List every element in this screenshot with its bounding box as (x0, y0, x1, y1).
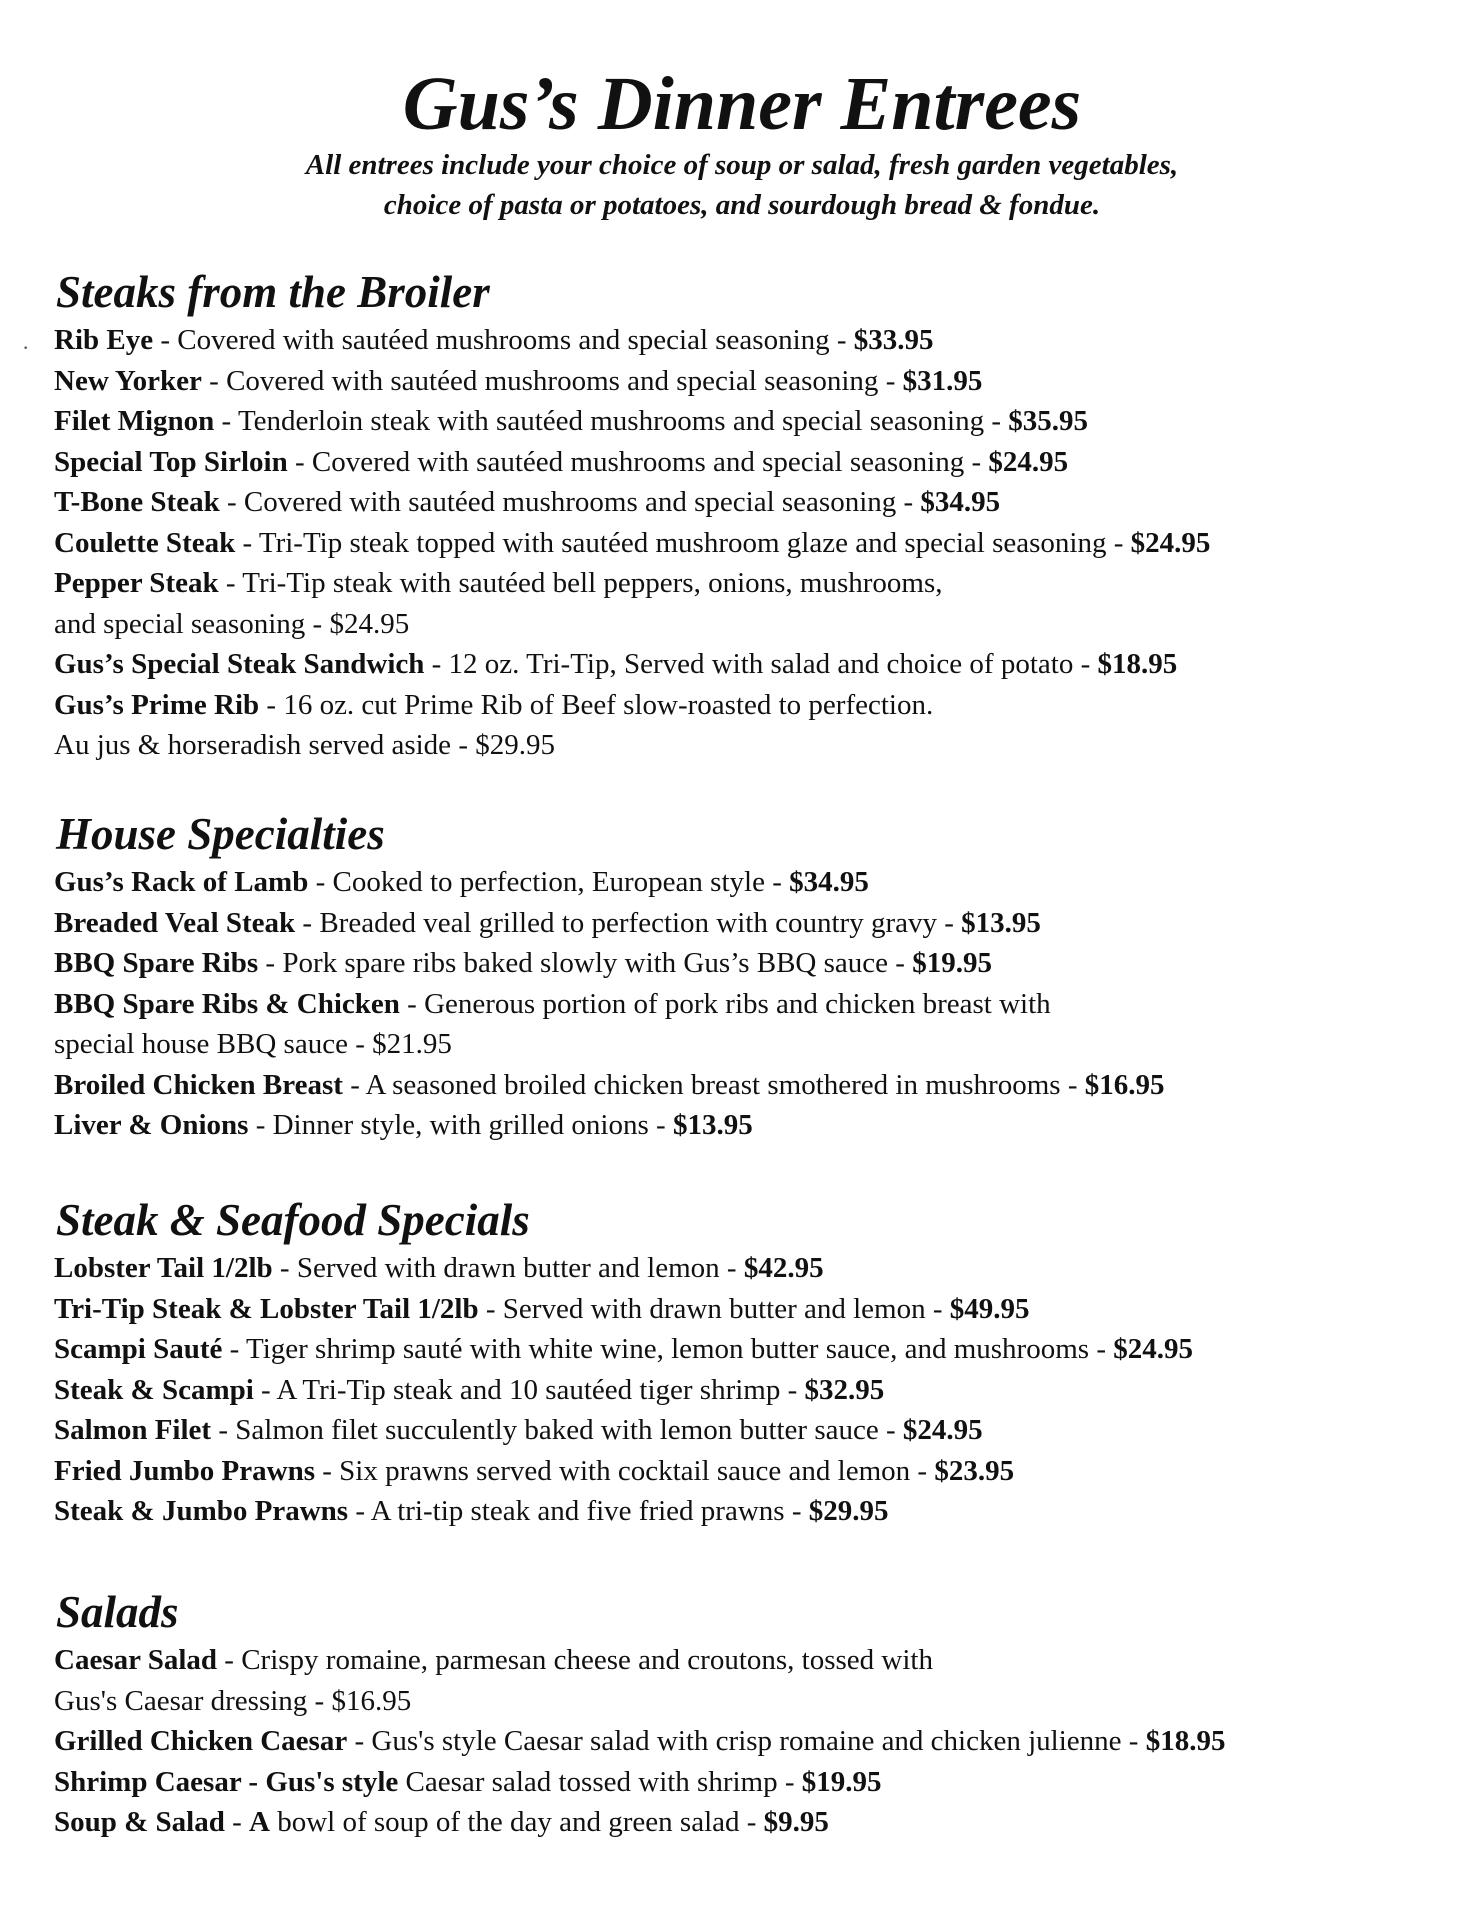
menu-item-continued (54, 604, 1474, 645)
item-desc: Six prawns served with cocktail sauce and lemon (339, 1454, 911, 1487)
menu-item (54, 482, 1474, 523)
item-desc: Cooked to perfection, European style (332, 866, 765, 898)
menu-item (54, 1491, 1474, 1532)
item-name: Scampi Sauté (54, 1333, 223, 1365)
separator: - (936, 906, 962, 939)
separator: - (399, 987, 425, 1020)
menu-item (54, 685, 1474, 726)
item-price: $24.95 (1113, 1333, 1193, 1365)
section-items (54, 320, 1474, 766)
separator: - (648, 1109, 673, 1141)
item-name: Steak & Jumbo Prawns (54, 1495, 349, 1527)
item-price: $29.95 (808, 1495, 889, 1527)
separator: - (888, 947, 913, 979)
menu-item (54, 1451, 1474, 1492)
separator: - (315, 1454, 340, 1487)
item-desc: Served with drawn butter and lemon (296, 1252, 720, 1284)
item-price: $35.95 (1008, 405, 1089, 437)
item-name: T-Bone Steak (54, 486, 220, 518)
item-name: BBQ Spare Ribs & Chicken (54, 987, 400, 1020)
separator: - (307, 1684, 332, 1717)
section-items (54, 1248, 1474, 1532)
item-desc: Dinner style, with grilled onions (272, 1109, 649, 1141)
separator: - (925, 1292, 950, 1325)
section-title: Steaks from the Broiler (56, 267, 490, 317)
separator: - (258, 947, 283, 979)
item-name: Tri-Tip Steak & Lobster Tail 1/2lb (54, 1292, 479, 1325)
item-price: $34.95 (920, 486, 1001, 518)
item-price: $24.95 (902, 1414, 983, 1446)
separator: - (153, 324, 178, 356)
separator: - (348, 1495, 371, 1527)
item-desc: Served with drawn butter and lemon (502, 1292, 926, 1325)
item-price: $49.95 (949, 1292, 1030, 1325)
separator: - (287, 445, 312, 478)
separator: - (217, 1644, 242, 1676)
section-items (54, 862, 1474, 1146)
separator: - (214, 405, 238, 437)
item-name: Salmon Filet (54, 1414, 212, 1446)
menu-item (54, 1370, 1474, 1411)
item-price: $34.95 (789, 866, 869, 898)
item-price: $33.95 (853, 324, 934, 356)
item-desc-continued: Au jus & horseradish served aside (54, 729, 452, 761)
item-price: $24.95 (1130, 526, 1211, 559)
menu-item (54, 1065, 1474, 1106)
item-name: Pepper Steak (54, 567, 219, 599)
item-desc: Pork spare ribs baked slowly with Gus’s BBQ sauce (282, 947, 889, 979)
item-desc: Tiger shrimp sauté with white wine, lemon butter sauce, and mushrooms (246, 1333, 1090, 1365)
separator: - (1073, 648, 1098, 680)
separator: - (764, 866, 790, 898)
separator: - (777, 1765, 802, 1798)
item-desc-continued: Gus's Caesar dressing (54, 1684, 308, 1717)
page-subtitle (0, 145, 1484, 225)
item-name: Rib Eye (54, 324, 154, 356)
separator: - (784, 1495, 809, 1527)
section-title: Steak & Seafood Specials (56, 1195, 530, 1245)
item-price: $21.95 (372, 1028, 452, 1060)
subtitle-line: choice of pasta or potatoes, and sourdough bread & fondue. (383, 189, 1101, 221)
item-desc: 16 oz. cut Prime Rib of Beef slow-roasted to perfection. (283, 688, 934, 721)
separator: - (896, 486, 921, 518)
separator: - (984, 405, 1009, 437)
separator: - (272, 1252, 297, 1284)
menu-item (54, 1410, 1474, 1451)
item-price: $29.95 (475, 729, 555, 761)
menu-item (54, 320, 1474, 361)
item-price: $32.95 (804, 1373, 885, 1406)
item-name: Shrimp Caesar - Gus's style (54, 1765, 399, 1798)
item-desc: bowl of soup of the day and green salad (277, 1806, 740, 1838)
menu-item (54, 442, 1474, 483)
item-name: Steak & Scampi (54, 1373, 254, 1406)
menu-item (54, 862, 1474, 903)
menu-item (54, 361, 1474, 402)
separator: - (1089, 1333, 1114, 1365)
item-desc: Salmon filet succulently baked with lemon butter sauce (235, 1414, 879, 1446)
item-desc: Gus's style Caesar salad with crisp romaine and chicken julienne (371, 1725, 1122, 1757)
item-desc: A Tri-Tip steak and 10 sautéed tiger shrimp (276, 1373, 781, 1406)
menu-item (54, 1329, 1474, 1370)
menu-item (54, 644, 1474, 685)
section-steak-seafood (54, 1192, 1474, 1532)
item-desc: Generous portion of pork ribs and chicken breast with (424, 987, 1051, 1020)
menu-item (54, 984, 1474, 1025)
separator: - (201, 364, 227, 397)
separator: - (235, 526, 259, 559)
separator: - (424, 648, 449, 680)
menu-item-continued (54, 1681, 1474, 1722)
item-desc: Covered with sautéed mushrooms and special seasoning (311, 445, 965, 478)
item-price: $13.95 (961, 906, 1041, 939)
item-price: $16.95 (1084, 1068, 1165, 1101)
item-desc: Tenderloin steak with sautéed mushrooms and special seasoning (237, 405, 985, 437)
menu-item (54, 903, 1474, 944)
separator: - (829, 324, 854, 356)
separator: - (878, 364, 903, 397)
separator: - (719, 1252, 744, 1284)
menu-item (54, 1248, 1474, 1289)
item-price: $16.95 (331, 1684, 412, 1717)
section-house-specialties (54, 806, 1474, 1146)
separator: - (1106, 526, 1131, 559)
item-name: Broiled Chicken Breast (54, 1068, 343, 1101)
item-price: $18.95 (1097, 648, 1178, 680)
section-steaks (54, 264, 1474, 766)
item-name: Fried Jumbo Prawns (54, 1454, 315, 1487)
item-desc-continued: and special seasoning (54, 607, 306, 640)
item-name: Soup & Salad (54, 1806, 225, 1838)
item-desc: 12 oz. Tri-Tip, Served with salad and choice of potato (448, 648, 1074, 680)
item-desc: Caesar salad tossed with shrimp (405, 1765, 778, 1798)
separator: - (878, 1414, 903, 1446)
item-desc: Covered with sautéed mushrooms and special seasoning (226, 364, 879, 397)
separator: - (1121, 1725, 1146, 1757)
separator: - (347, 1028, 373, 1060)
item-desc: Crispy romaine, parmesan cheese and croutons, tossed with (241, 1644, 933, 1676)
item-name: BBQ Spare Ribs (54, 947, 259, 979)
menu-item (54, 563, 1474, 604)
item-name: Coulette Steak (54, 526, 236, 559)
item-price: $19.95 (801, 1765, 882, 1798)
separator: - (224, 1806, 250, 1838)
separator: - (259, 688, 284, 721)
menu-item (54, 1762, 1474, 1803)
item-name: Breaded Veal Steak (54, 906, 296, 939)
item-desc-lead: A (249, 1806, 270, 1838)
scan-mark: · (22, 335, 30, 360)
section-salads (54, 1584, 1474, 1843)
item-desc: Tri-Tip steak with sautéed bell peppers, onions, mushrooms, (242, 567, 943, 599)
menu-item (54, 1289, 1474, 1330)
item-name: Gus’s Prime Rib (54, 688, 260, 721)
item-price: $19.95 (912, 947, 992, 979)
separator: - (219, 486, 244, 518)
item-name: Lobster Tail 1/2lb (54, 1252, 273, 1284)
separator: - (347, 1725, 372, 1757)
separator: - (248, 1109, 273, 1141)
menu-item-continued (54, 725, 1474, 766)
page-title: Gus’s Dinner Entrees (402, 62, 1082, 146)
separator: - (964, 445, 989, 478)
separator: - (1060, 1068, 1085, 1101)
section-items (54, 1640, 1474, 1843)
item-price: $13.95 (672, 1109, 753, 1141)
item-name: Filet Mignon (54, 405, 215, 437)
separator: - (910, 1454, 935, 1487)
separator: - (478, 1292, 503, 1325)
menu-item (54, 1802, 1474, 1843)
menu-item (54, 1721, 1474, 1762)
item-price: $23.95 (934, 1454, 1015, 1487)
item-desc: A tri-tip steak and five fried prawns (370, 1495, 785, 1527)
separator: - (305, 607, 330, 640)
item-desc: Covered with sautéed mushrooms and special seasoning (243, 486, 897, 518)
menu-item (54, 523, 1474, 564)
item-desc: Covered with sautéed mushrooms and special seasoning (177, 324, 830, 356)
item-name: Caesar Salad (54, 1644, 218, 1676)
item-name: Gus’s Rack of Lamb (54, 866, 309, 898)
item-desc-continued: special house BBQ sauce (54, 1028, 348, 1060)
item-name: New Yorker (54, 364, 202, 397)
item-price: $42.95 (743, 1252, 824, 1284)
section-title: House Specialties (56, 809, 385, 859)
item-name: Gus’s Special Steak Sandwich (54, 648, 425, 680)
section-title: Salads (56, 1587, 179, 1637)
item-desc: Tri-Tip steak topped with sautéed mushroom glaze and special seasoning (258, 526, 1107, 559)
item-price: $18.95 (1145, 1725, 1226, 1757)
separator: - (218, 567, 243, 599)
separator: - (253, 1373, 277, 1406)
separator: - (342, 1068, 366, 1101)
item-price: $9.95 (763, 1806, 829, 1838)
menu-item (54, 943, 1474, 984)
separator: - (295, 906, 320, 939)
item-name: Grilled Chicken Caesar (54, 1725, 348, 1757)
separator: - (739, 1806, 764, 1838)
item-price: $31.95 (902, 364, 983, 397)
menu-item (54, 1105, 1474, 1146)
item-price: $24.95 (988, 445, 1069, 478)
subtitle-line: All entrees include your choice of soup or salad, fresh garden vegetables, (305, 149, 1179, 181)
separator: - (211, 1414, 236, 1446)
menu-item (54, 1640, 1474, 1681)
item-name: Liver & Onions (54, 1109, 249, 1141)
separator: - (780, 1373, 805, 1406)
separator: - (451, 729, 476, 761)
separator: - (222, 1333, 247, 1365)
menu-item-continued (54, 1024, 1474, 1065)
item-price: $24.95 (329, 607, 410, 640)
item-name: Special Top Sirloin (54, 445, 288, 478)
item-desc: Breaded veal grilled to perfection with country gravy (319, 906, 937, 939)
menu-item (54, 401, 1474, 442)
item-desc: A seasoned broiled chicken breast smothered in mushrooms (365, 1068, 1061, 1101)
separator: - (308, 866, 333, 898)
